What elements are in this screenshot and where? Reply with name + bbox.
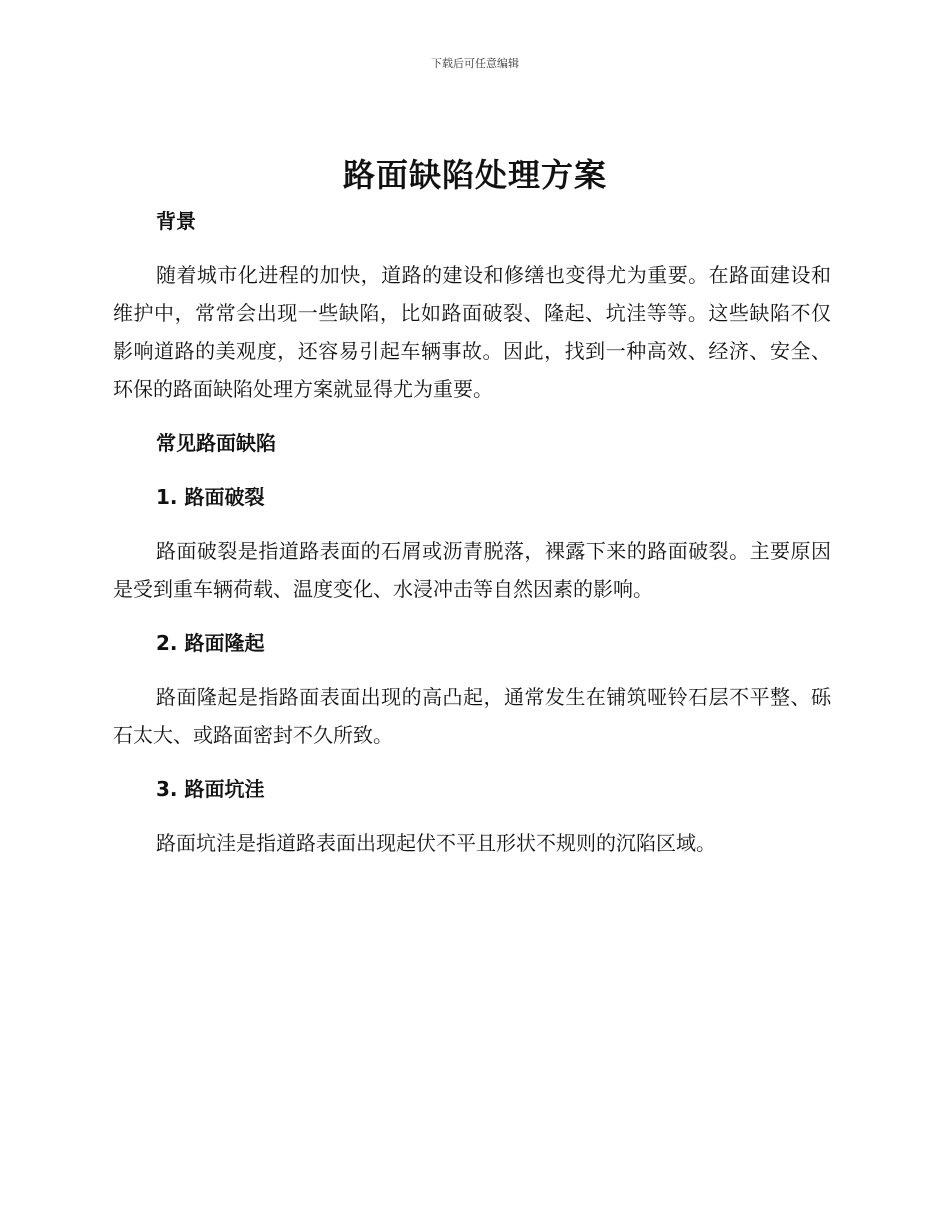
paragraph-bulge: 路面隆起是指路面表面出现的高凸起，通常发生在铺筑哑铃石层不平整、砾石太大、或路面密封不久所致。: [113, 685, 831, 747]
paragraph-background: 随着城市化进程的加快，道路的建设和修缮也变得尤为重要。在路面建设和维护中，常常会出现一些缺陷，比如路面破裂、隆起、坑洼等等。这些缺陷不仅影响道路的美观度，还容易引起车辆事故。因此，找到一种高效、经济、安全、环保的路面缺陷处理方案就显得尤为重要。: [113, 263, 831, 401]
section-heading-crack: 1. 路面破裂: [156, 485, 265, 509]
paragraph-pothole: 路面坑洼是指道路表面出现起伏不平且形状不规则的沉陷区域。: [156, 831, 716, 855]
section-heading-background: 背景: [156, 209, 196, 233]
paragraph-crack: 路面破裂是指道路表面的石屑或沥青脱落，裸露下来的路面破裂。主要原因是受到重车辆荷载、温度变化、水浸冲击等自然因素的影响。: [113, 539, 831, 601]
document-title: 路面缺陷处理方案: [342, 156, 607, 194]
header-note: 下载后可任意编辑: [431, 57, 519, 70]
section-heading-bulge: 2. 路面隆起: [156, 631, 265, 655]
section-heading-common-defects: 常见路面缺陷: [156, 431, 276, 455]
document-body: [113, 202, 831, 862]
section-heading-pothole: 3. 路面坑洼: [156, 777, 265, 801]
